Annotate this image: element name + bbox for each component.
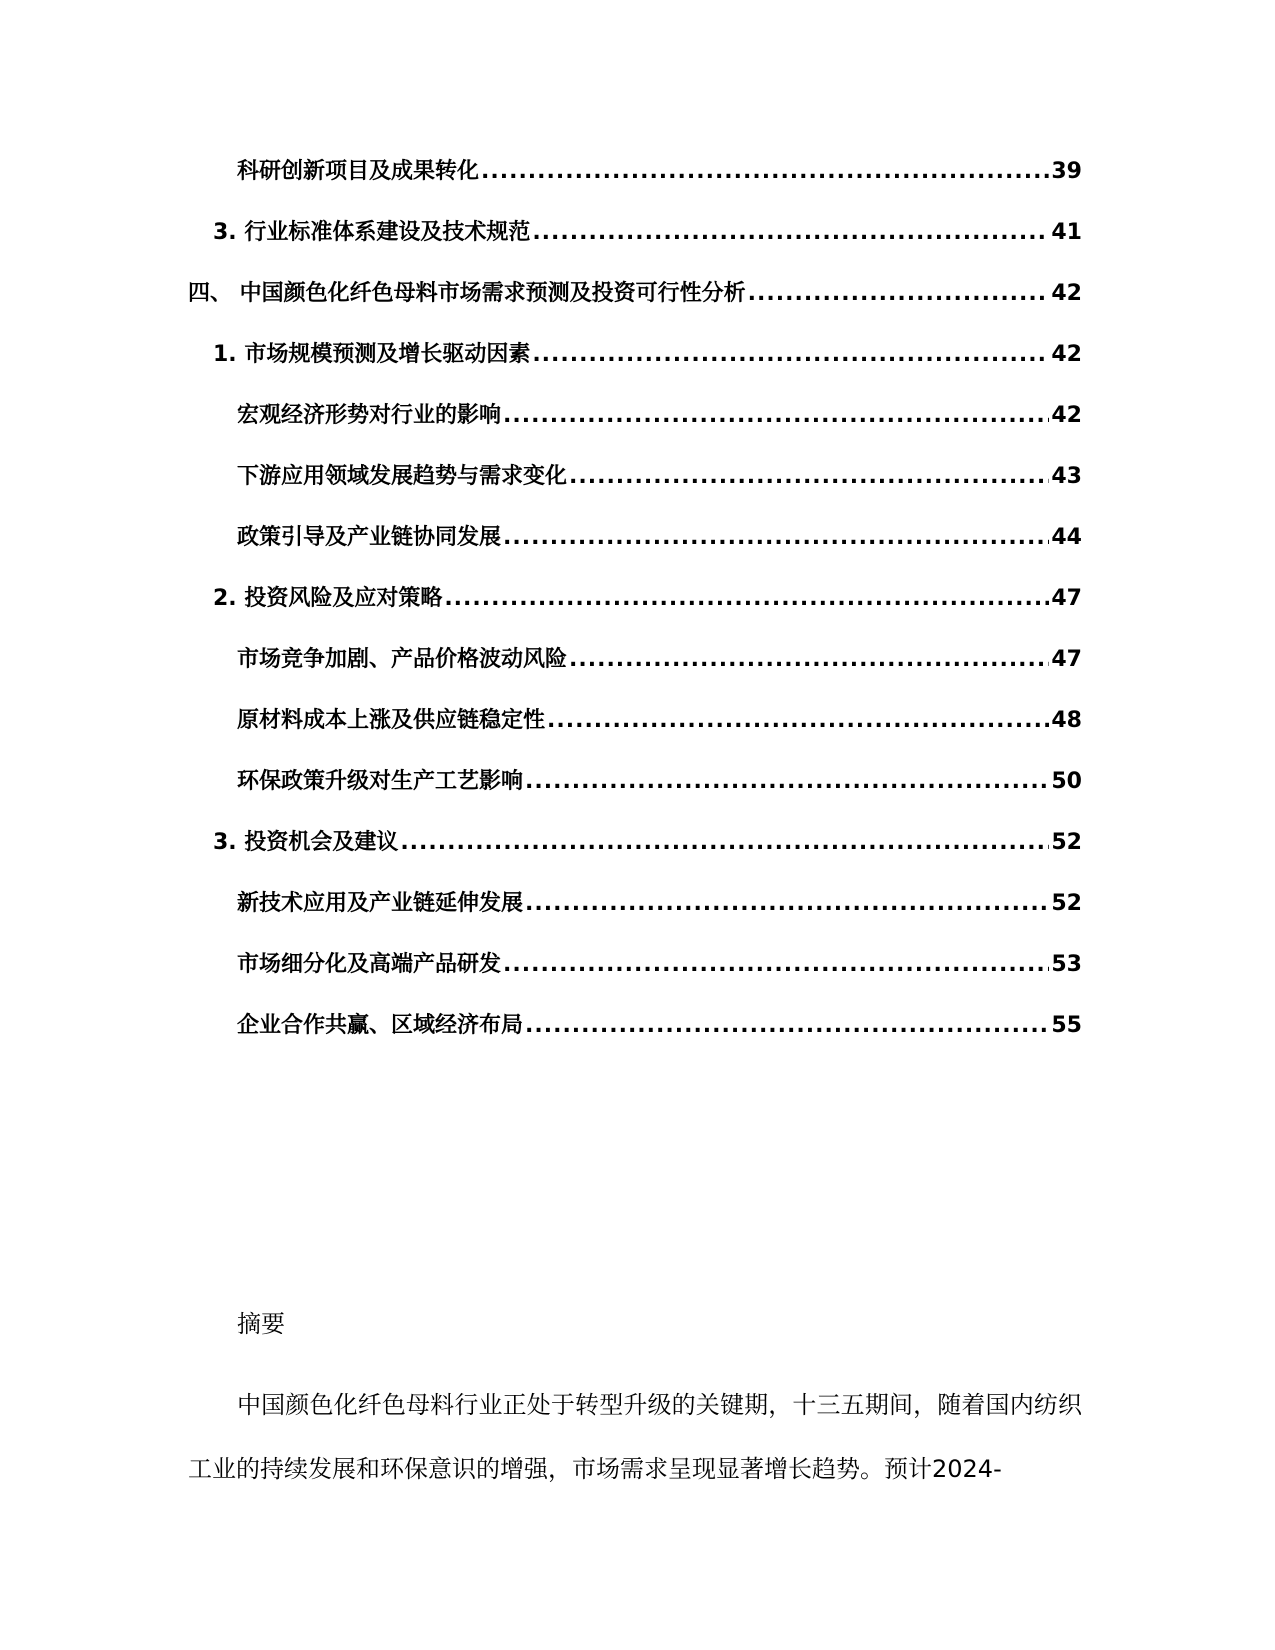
toc-entry-page: 47 (1051, 647, 1082, 672)
toc-entry[interactable] (237, 642, 1082, 678)
toc-leader-dots (569, 459, 1049, 495)
toc-entry-page: 44 (1051, 525, 1082, 550)
toc-entry-title: 环保政策升级对生产工艺影响 (237, 769, 524, 794)
toc-entry-title: 原材料成本上涨及供应链稳定性 (237, 708, 546, 733)
toc-entry-page: 42 (1051, 281, 1082, 306)
toc-leader-dots (748, 276, 1050, 312)
toc-entry-title: 3. 行业标准体系建设及技术规范 (213, 220, 531, 245)
toc-entry-page: 41 (1051, 220, 1082, 245)
toc-entry-page: 52 (1051, 891, 1082, 916)
toc-leader-dots (525, 1008, 1049, 1044)
toc-entry-page: 55 (1051, 1013, 1082, 1038)
toc-leader-dots (503, 520, 1049, 556)
toc-entry-page: 42 (1051, 342, 1082, 367)
toc-entry[interactable] (237, 886, 1082, 922)
toc-entry-page: 43 (1051, 464, 1082, 489)
toc-entry-page: 53 (1051, 952, 1082, 977)
toc-entry-page: 52 (1051, 830, 1082, 855)
toc-entry[interactable] (237, 459, 1082, 495)
toc-leader-dots (444, 581, 1049, 617)
toc-entry[interactable] (213, 337, 1082, 373)
toc-entry-title: 3. 投资机会及建议 (213, 830, 399, 855)
toc-entry-title: 2. 投资风险及应对策略 (213, 586, 443, 611)
toc-entry[interactable] (213, 825, 1082, 861)
toc-entry[interactable] (237, 764, 1082, 800)
abstract-heading: 摘要 (237, 1310, 285, 1338)
toc-entry-page: 42 (1051, 403, 1082, 428)
toc-entry[interactable] (213, 215, 1082, 251)
toc-entry[interactable] (213, 581, 1082, 617)
toc-entry[interactable] (237, 398, 1082, 434)
toc-leader-dots (525, 886, 1049, 922)
toc-leader-dots (481, 154, 1049, 190)
toc-entry[interactable] (237, 1008, 1082, 1044)
toc-entry-page: 47 (1051, 586, 1082, 611)
toc-leader-dots (569, 642, 1049, 678)
toc-leader-dots (400, 825, 1049, 861)
toc-entry-page: 48 (1051, 708, 1082, 733)
toc-leader-dots (532, 337, 1049, 373)
toc-entry-title: 市场细分化及高端产品研发 (237, 952, 502, 977)
toc-entry-title: 1. 市场规模预测及增长驱动因素 (213, 342, 531, 367)
toc-entry-page: 50 (1051, 769, 1082, 794)
toc-entry[interactable] (237, 520, 1082, 556)
toc-entry-title: 企业合作共赢、区域经济布局 (237, 1013, 524, 1038)
toc-leader-dots (547, 703, 1049, 739)
toc-entry-title: 下游应用领域发展趋势与需求变化 (237, 464, 568, 489)
toc-entry-title: 政策引导及产业链协同发展 (237, 525, 502, 550)
toc-entry[interactable] (237, 703, 1082, 739)
toc-entry[interactable] (237, 947, 1082, 983)
toc-entry-title: 科研创新项目及成果转化 (237, 159, 480, 184)
toc-entry-title: 新技术应用及产业链延伸发展 (237, 891, 524, 916)
toc-entry-page: 39 (1051, 159, 1082, 184)
toc-entry-title: 四、 中国颜色化纤色母料市场需求预测及投资可行性分析 (188, 281, 746, 306)
toc-leader-dots (532, 215, 1049, 251)
toc-leader-dots (525, 764, 1049, 800)
abstract-paragraph: 中国颜色化纤色母料行业正处于转型升级的关键期，十三五期间，随着国内纺织工业的持续发展和环保意识的增强，市场需求呈现显著增长趋势。预计2024- (188, 1391, 1082, 1483)
toc-leader-dots (503, 947, 1049, 983)
toc-entry[interactable] (237, 154, 1082, 190)
toc-leader-dots (503, 398, 1049, 434)
toc-entry[interactable] (188, 276, 1082, 312)
toc-entry-title: 宏观经济形势对行业的影响 (237, 403, 502, 428)
toc-entry-title: 市场竞争加剧、产品价格波动风险 (237, 647, 568, 672)
